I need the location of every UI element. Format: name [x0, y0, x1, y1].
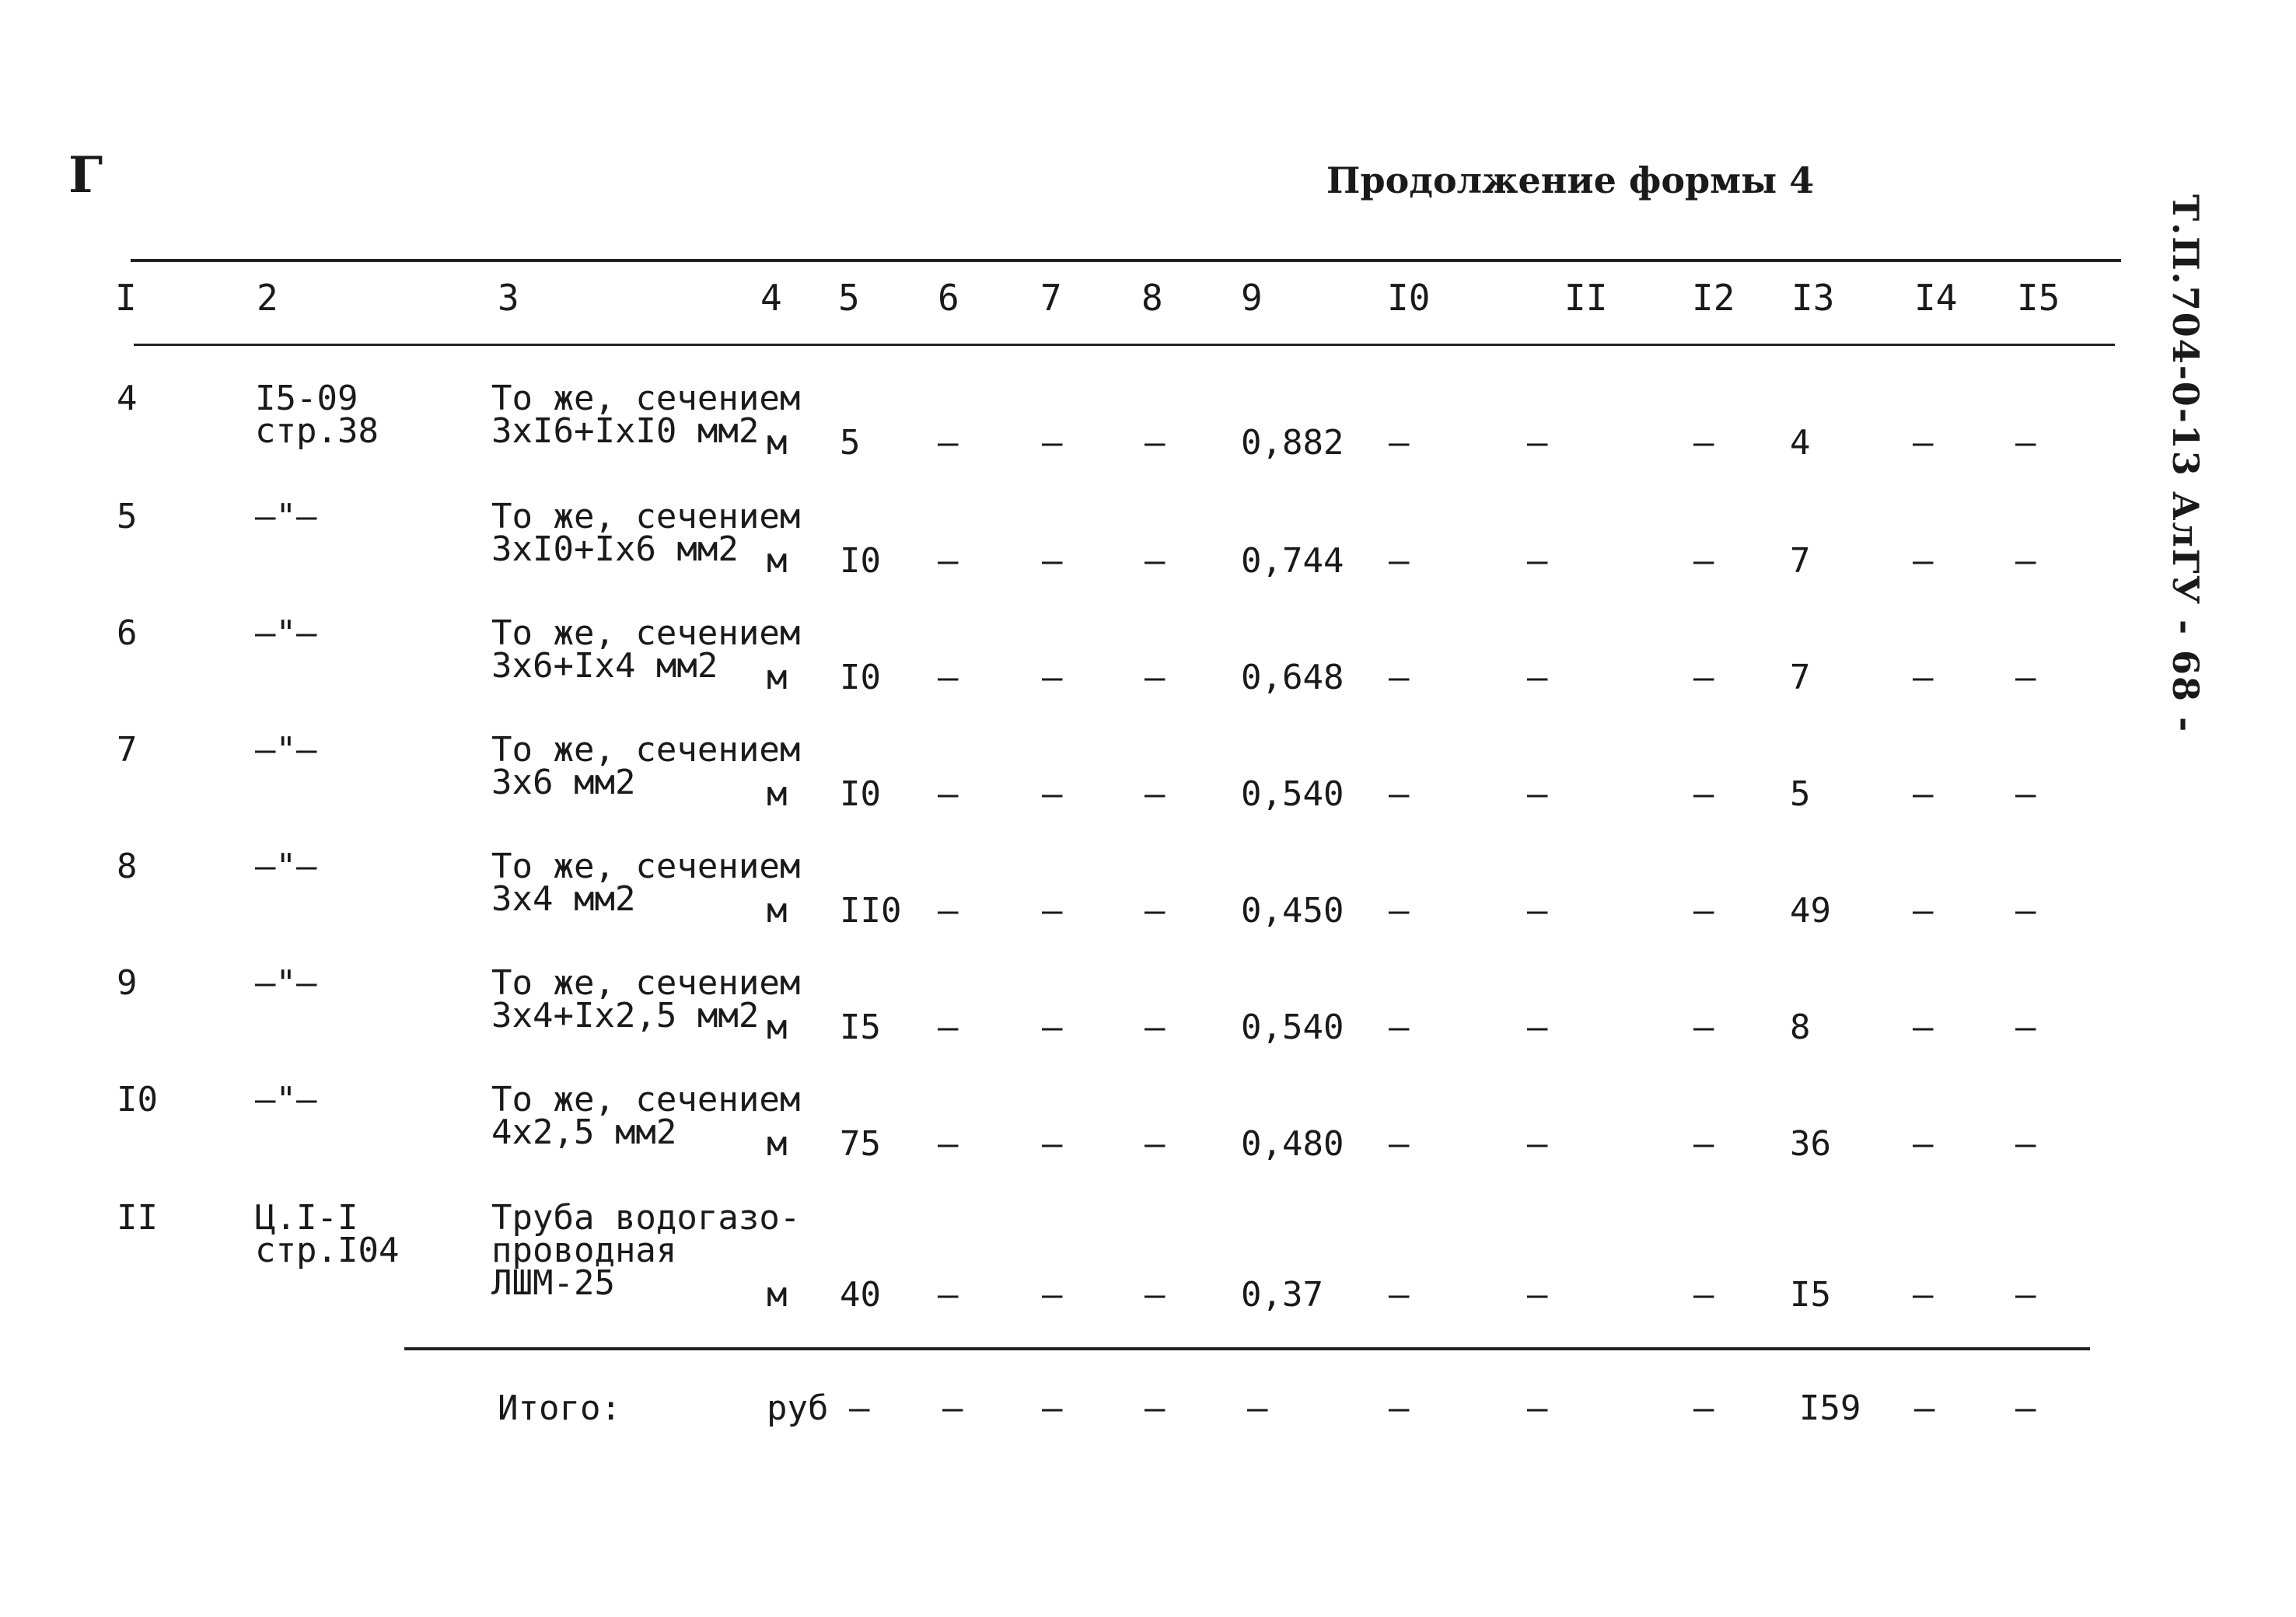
cell-col-12: – [1693, 658, 1714, 697]
cell-col-8: – [1145, 541, 1165, 581]
cell-col-12: – [1693, 1275, 1714, 1315]
table-top-rule [131, 259, 2121, 262]
cell-col-1: 9 [117, 963, 138, 1003]
total-cell-c6: – [942, 1388, 963, 1428]
cell-col-10: – [1389, 541, 1410, 581]
cell-col-6: – [938, 1275, 959, 1315]
cell-col-3: То же, сечением 3х6 мм2 [491, 730, 801, 802]
cell-col-1: I0 [117, 1080, 158, 1119]
total-cell-c10: – [1389, 1388, 1410, 1428]
total-cell-c4: руб [767, 1388, 829, 1428]
form-title: Продолжение формы 4 [1326, 159, 1815, 201]
cell-col-1: II [117, 1198, 158, 1238]
cell-col-6: – [938, 1124, 959, 1164]
cell-col-6: – [938, 541, 959, 581]
column-header-4: 4 [760, 277, 782, 319]
cell-col-9: 0,480 [1241, 1124, 1344, 1164]
cell-col-2: Ц.I-I стр.I04 [255, 1198, 400, 1270]
cell-col-10: – [1389, 1008, 1410, 1047]
side-stamp-text: Т.П.704-0-13 АлГУ - 68 - [2165, 194, 2207, 734]
cell-col-2: I5-09 стр.38 [255, 379, 379, 451]
cell-col-6: – [938, 658, 959, 697]
cell-col-14: – [1913, 774, 1934, 814]
cell-col-13: 7 [1790, 541, 1811, 581]
column-header-9: 9 [1241, 277, 1263, 319]
cell-col-11: – [1527, 891, 1548, 931]
cell-col-13: 49 [1790, 891, 1831, 931]
cell-col-14: – [1913, 658, 1934, 697]
cell-col-15: – [2015, 423, 2036, 463]
cell-col-9: 0,540 [1241, 1008, 1344, 1047]
total-cell-c14: – [1914, 1388, 1935, 1428]
cell-col-9: 0,882 [1241, 423, 1344, 463]
cell-col-3: То же, сечением 3х4 мм2 [491, 847, 801, 919]
cell-col-14: – [1913, 423, 1934, 463]
total-cell-c13: I59 [1799, 1388, 1861, 1428]
column-header-2: 2 [257, 277, 278, 319]
cell-col-5: 40 [840, 1275, 881, 1315]
cell-col-2: –"– [255, 1080, 317, 1119]
cell-col-8: – [1145, 423, 1165, 463]
cell-col-4: м [767, 1124, 788, 1164]
column-header-14: I4 [1914, 277, 1958, 319]
column-header-8: 8 [1141, 277, 1163, 319]
cell-col-6: – [938, 1008, 959, 1047]
cell-col-8: – [1145, 891, 1165, 931]
cell-col-14: – [1913, 1124, 1934, 1164]
cell-col-8: – [1145, 1275, 1165, 1315]
cell-col-11: – [1527, 1275, 1548, 1315]
cell-col-14: – [1913, 541, 1934, 581]
cell-col-4: м [767, 774, 788, 814]
cell-col-12: – [1693, 423, 1714, 463]
column-header-1: I [115, 277, 137, 319]
cell-col-11: – [1527, 658, 1548, 697]
cell-col-5: 75 [840, 1124, 881, 1164]
cell-col-15: – [2015, 1124, 2036, 1164]
cell-col-3: То же, сечением 3х4+Iх2,5 мм2 [491, 963, 801, 1036]
total-cell-c11: – [1527, 1388, 1548, 1428]
cell-col-12: – [1693, 1008, 1714, 1047]
cell-col-1: 6 [117, 613, 138, 653]
cell-col-9: 0,450 [1241, 891, 1344, 931]
total-cell-c8: – [1145, 1388, 1165, 1428]
cell-col-11: – [1527, 423, 1548, 463]
cell-col-5: 5 [840, 423, 861, 463]
cell-col-5: I0 [840, 541, 881, 581]
cell-col-6: – [938, 423, 959, 463]
column-header-12: I2 [1692, 277, 1735, 319]
column-header-5: 5 [838, 277, 860, 319]
column-header-7: 7 [1040, 277, 1062, 319]
side-stamp [2151, 194, 2213, 762]
cell-col-8: – [1145, 658, 1165, 697]
cell-col-13: 36 [1790, 1124, 1831, 1164]
cell-col-7: – [1042, 541, 1063, 581]
cell-col-3: То же, сечением 3хI6+IхI0 мм2 [491, 379, 801, 451]
cell-col-7: – [1042, 891, 1063, 931]
cell-col-2: –"– [255, 730, 317, 770]
cell-col-2: –"– [255, 497, 317, 536]
cell-col-4: м [767, 891, 788, 931]
column-header-3: 3 [498, 277, 519, 319]
cell-col-10: – [1389, 1275, 1410, 1315]
cell-col-7: – [1042, 1008, 1063, 1047]
cell-col-10: – [1389, 891, 1410, 931]
cell-col-6: – [938, 774, 959, 814]
cell-col-4: м [767, 658, 788, 697]
cell-col-15: – [2015, 1275, 2036, 1315]
table-header-rule [134, 344, 2115, 346]
cell-col-8: – [1145, 1124, 1165, 1164]
cell-col-4: м [767, 541, 788, 581]
column-header-6: 6 [938, 277, 959, 319]
cell-col-14: – [1913, 891, 1934, 931]
column-header-15: I5 [2017, 277, 2060, 319]
cell-col-8: – [1145, 1008, 1165, 1047]
cell-col-3: Труба водогазо- проводная ЛШМ-25 [491, 1198, 801, 1303]
cell-col-5: I0 [840, 774, 881, 814]
cell-col-7: – [1042, 658, 1063, 697]
cell-col-11: – [1527, 774, 1548, 814]
cell-col-5: I0 [840, 658, 881, 697]
cell-col-1: 4 [117, 379, 138, 418]
cell-col-15: – [2015, 774, 2036, 814]
cell-col-1: 7 [117, 730, 138, 770]
cell-col-7: – [1042, 1275, 1063, 1315]
cell-col-14: – [1913, 1275, 1934, 1315]
cell-col-13: 4 [1790, 423, 1811, 463]
cell-col-3: То же, сечением 3хI0+Iх6 мм2 [491, 497, 801, 569]
total-cell-c9: – [1247, 1388, 1268, 1428]
table-total-rule [404, 1347, 2090, 1350]
cell-col-11: – [1527, 1124, 1548, 1164]
cell-col-10: – [1389, 658, 1410, 697]
cell-col-2: –"– [255, 847, 317, 886]
cell-col-14: – [1913, 1008, 1934, 1047]
cell-col-13: 7 [1790, 658, 1811, 697]
column-header-13: I3 [1791, 277, 1835, 319]
total-cell-c5: – [849, 1388, 870, 1428]
cell-col-12: – [1693, 541, 1714, 581]
cell-col-13: I5 [1790, 1275, 1831, 1315]
corner-mark: Г [68, 146, 103, 204]
cell-col-4: м [767, 423, 788, 463]
cell-col-7: – [1042, 1124, 1063, 1164]
cell-col-2: –"– [255, 613, 317, 653]
cell-col-12: – [1693, 1124, 1714, 1164]
cell-col-6: – [938, 891, 959, 931]
cell-col-11: – [1527, 541, 1548, 581]
cell-col-11: – [1527, 1008, 1548, 1047]
cell-col-7: – [1042, 774, 1063, 814]
total-cell-c7: – [1042, 1388, 1063, 1428]
cell-col-13: 8 [1790, 1008, 1811, 1047]
cell-col-9: 0,648 [1241, 658, 1344, 697]
cell-col-15: – [2015, 1008, 2036, 1047]
total-cell-c15: – [2015, 1388, 2036, 1428]
cell-col-5: II0 [840, 891, 902, 931]
cell-col-8: – [1145, 774, 1165, 814]
cell-col-12: – [1693, 891, 1714, 931]
cell-col-3: То же, сечением 3х6+Iх4 мм2 [491, 613, 801, 686]
cell-col-12: – [1693, 774, 1714, 814]
cell-col-9: 0,37 [1241, 1275, 1323, 1315]
cell-col-15: – [2015, 658, 2036, 697]
cell-col-1: 8 [117, 847, 138, 886]
cell-col-2: –"– [255, 963, 317, 1003]
cell-col-10: – [1389, 774, 1410, 814]
cell-col-3: То же, сечением 4х2,5 мм2 [491, 1080, 801, 1152]
cell-col-7: – [1042, 423, 1063, 463]
cell-col-10: – [1389, 423, 1410, 463]
column-header-10: I0 [1387, 277, 1431, 319]
cell-col-9: 0,540 [1241, 774, 1344, 814]
cell-col-5: I5 [840, 1008, 881, 1047]
cell-col-4: м [767, 1008, 788, 1047]
column-header-11: II [1564, 277, 1608, 319]
cell-col-4: м [767, 1275, 788, 1315]
cell-col-15: – [2015, 541, 2036, 581]
cell-col-10: – [1389, 1124, 1410, 1164]
cell-col-13: 5 [1790, 774, 1811, 814]
cell-col-9: 0,744 [1241, 541, 1344, 581]
cell-col-15: – [2015, 891, 2036, 931]
total-label: Итого: [498, 1388, 621, 1428]
cell-col-1: 5 [117, 497, 138, 536]
total-cell-c12: – [1693, 1388, 1714, 1428]
